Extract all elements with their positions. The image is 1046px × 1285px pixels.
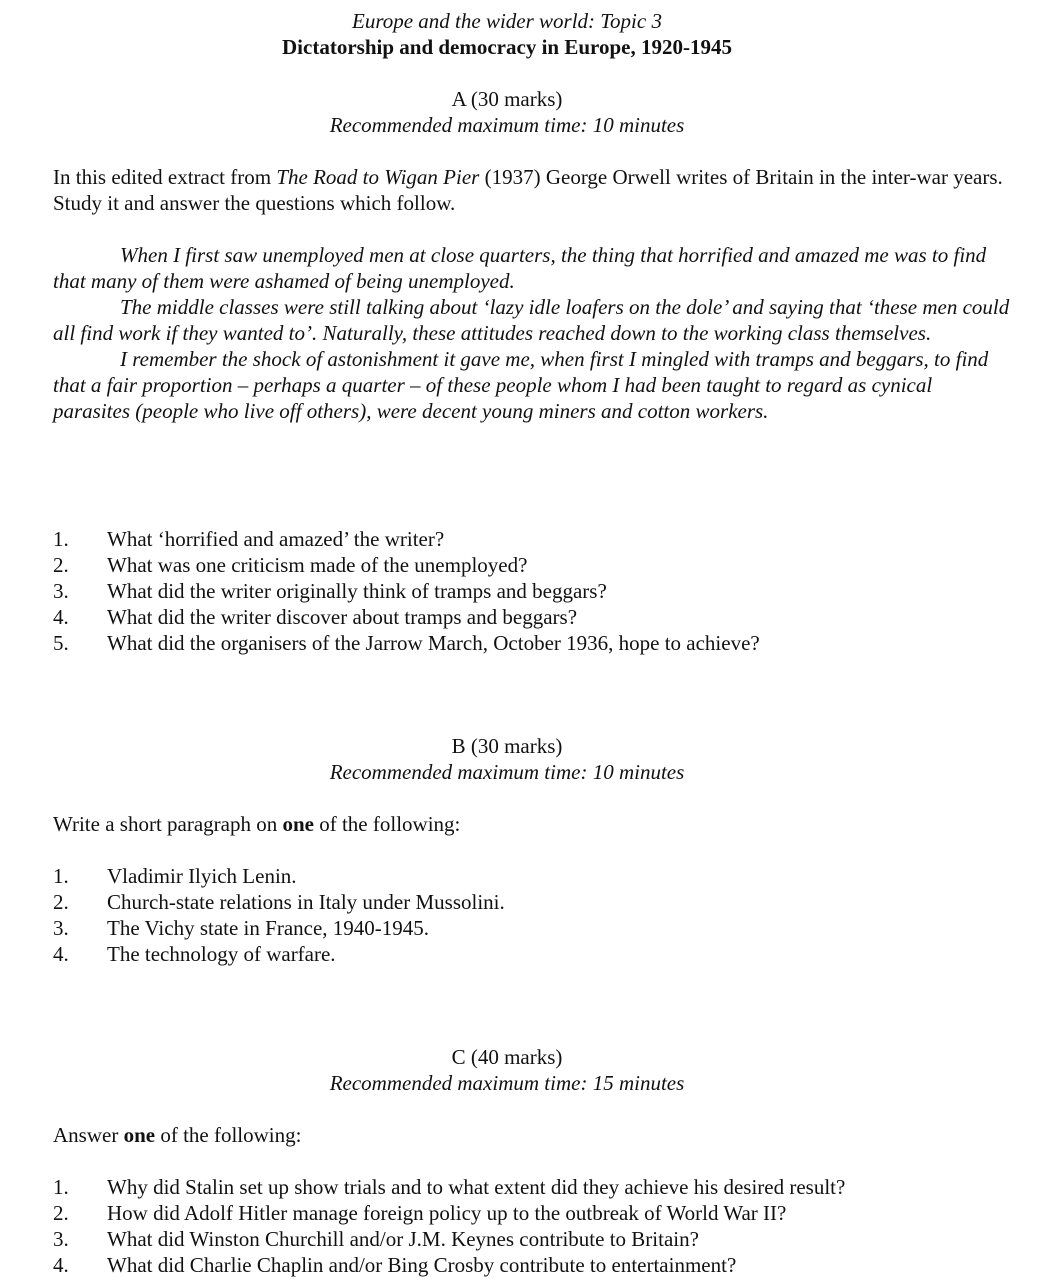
item-number: 1. (53, 1175, 69, 1199)
list-item (53, 863, 1013, 889)
topic-subtitle: Europe and the wider world: Topic 3 (352, 9, 662, 33)
extract (53, 242, 1013, 424)
list-item (53, 1200, 1013, 1226)
question-number: 2. (53, 553, 69, 577)
item-number: 3. (53, 1227, 69, 1251)
item-number: 3. (53, 916, 69, 940)
item-text: How did Adolf Hitler manage foreign policy up to the outbreak of World War II? (107, 1201, 787, 1225)
instruction-text-post: of the following: (313, 812, 461, 836)
section-b-items (53, 863, 1013, 967)
question-item (53, 526, 1013, 552)
instruction-text-pre: Answer (53, 1123, 124, 1147)
item-number: 2. (53, 890, 69, 914)
extract-paragraph: When I first saw unemployed men at close quarters, the thing that horrified and amazed me was to find that many of them were ashamed of being unemployed. (53, 243, 987, 293)
intro-text-pre: In this edited extract from (53, 165, 277, 189)
list-item (53, 915, 1013, 941)
question-text: What did the organisers of the Jarrow March, October 1936, hope to achieve? (107, 631, 760, 655)
section-a-questions (53, 526, 1013, 656)
item-text: The Vichy state in France, 1940-1945. (107, 916, 430, 940)
question-item (53, 630, 1013, 656)
item-number: 4. (53, 1253, 69, 1277)
extract-paragraph: The middle classes were still talking about ‘lazy idle loafers on the dole’ and saying that ‘these men could all find work if they wanted to’. Naturally, these attitudes reached down to the working class themselves. (53, 295, 1010, 345)
item-text: Vladimir Ilyich Lenin. (107, 864, 297, 888)
question-number: 3. (53, 579, 69, 603)
intro-text-post: (1937) George Orwell writes of Britain in the inter-war years. Study it and answer the questions which follow. (53, 165, 1003, 215)
section-a-intro (53, 164, 1013, 216)
item-number: 4. (53, 942, 69, 966)
question-number: 1. (53, 527, 69, 551)
question-item (53, 578, 1013, 604)
item-number: 2. (53, 1201, 69, 1225)
question-number: 4. (53, 605, 69, 629)
section-a-heading: A (30 marks) (451, 87, 563, 111)
list-item (53, 941, 1013, 967)
item-number: 1. (53, 864, 69, 888)
section-b-heading: B (30 marks) (451, 734, 563, 758)
section-c-time: Recommended maximum time: 15 minutes (329, 1071, 685, 1095)
question-number: 5. (53, 631, 69, 655)
section-b-instruction (53, 811, 1013, 837)
item-text: What did Charlie Chaplin and/or Bing Crosby contribute to entertainment? (107, 1253, 737, 1277)
instruction-text-post: of the following: (155, 1123, 302, 1147)
item-text: Why did Stalin set up show trials and to what extent did they achieve his desired result? (107, 1175, 846, 1199)
section-a-time: Recommended maximum time: 10 minutes (329, 113, 685, 137)
section-b-time: Recommended maximum time: 10 minutes (329, 760, 685, 784)
section-c-heading: C (40 marks) (451, 1045, 563, 1069)
instruction-emphasis: one (123, 1123, 156, 1147)
question-text: What did the writer discover about tramps and beggars? (107, 605, 578, 629)
extract-paragraph: I remember the shock of astonishment it gave me, when first I mingled with tramps and beggars, to find that a fair proportion – perhaps a quarter – of these people whom I had been taught to regard as cynical parasites (people who live off others), were decent young miners and cotton workers. (53, 347, 989, 423)
section-c-items (53, 1174, 1013, 1278)
section-c-instruction (53, 1122, 1013, 1148)
instruction-emphasis: one (282, 812, 314, 836)
item-text: What did Winston Churchill and/or J.M. Keynes contribute to Britain? (107, 1227, 699, 1251)
question-item (53, 552, 1013, 578)
question-text: What was one criticism made of the unemployed? (107, 553, 528, 577)
item-text: Church-state relations in Italy under Mussolini. (107, 890, 505, 914)
item-text: The technology of warfare. (107, 942, 336, 966)
list-item (53, 889, 1013, 915)
list-item (53, 1174, 1013, 1200)
list-item (53, 1226, 1013, 1252)
question-text: What did the writer originally think of tramps and beggars? (107, 579, 607, 603)
list-item (53, 1252, 1013, 1278)
question-text: What ‘horrified and amazed’ the writer? (107, 527, 445, 551)
instruction-text-pre: Write a short paragraph on (53, 812, 283, 836)
page-title: Dictatorship and democracy in Europe, 1920-1945 (282, 35, 732, 59)
question-item (53, 604, 1013, 630)
intro-book-title: The Road to Wigan Pier (276, 165, 480, 189)
